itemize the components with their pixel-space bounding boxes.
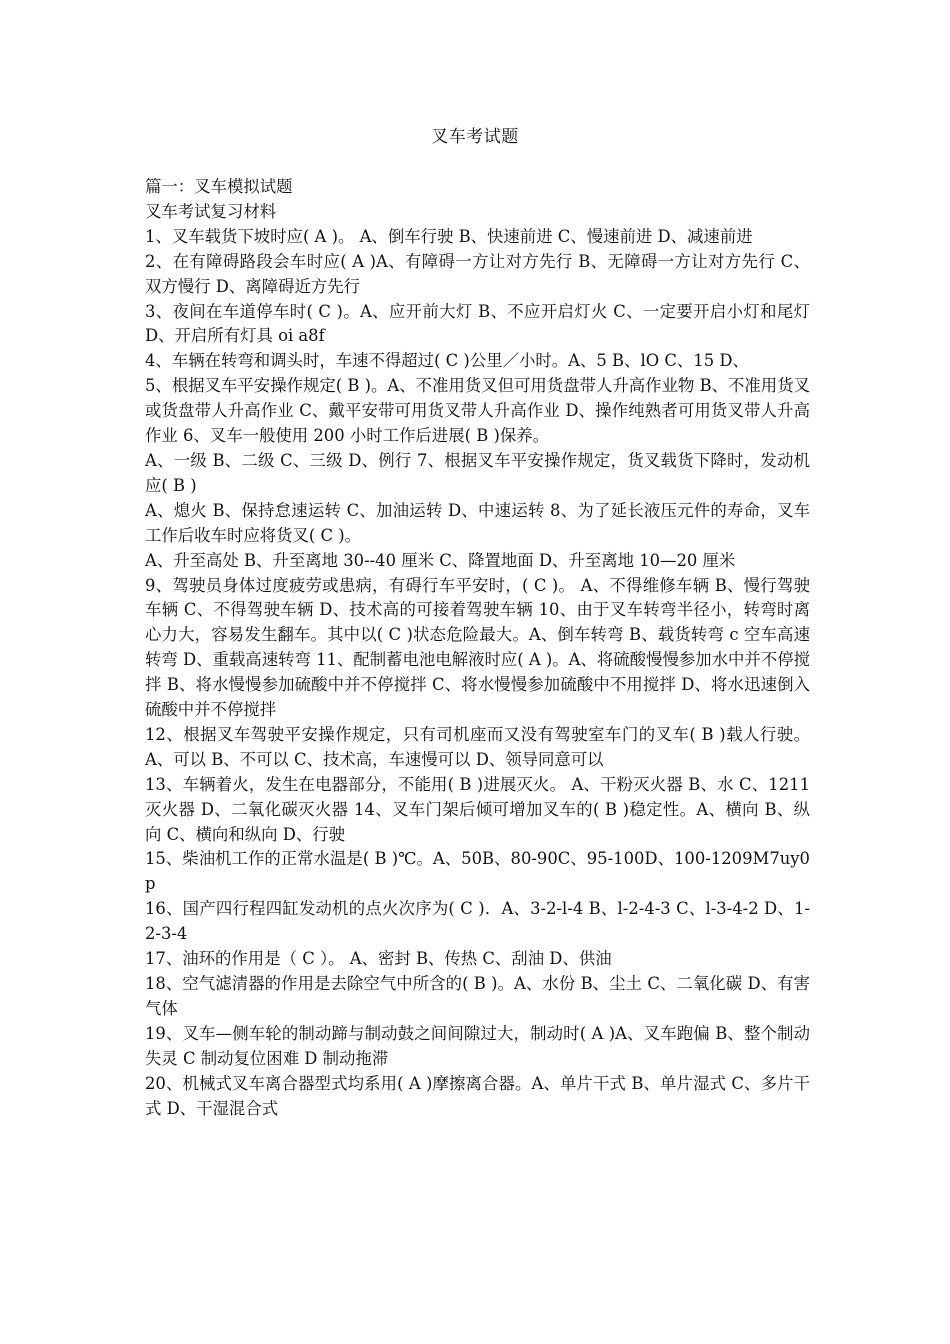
subheading: 叉车考试复习材料 [145,201,277,221]
section-heading: 篇一：叉车模拟试题 [145,177,293,196]
question-paragraph: 15、柴油机工作的正常水温是( B )℃。A、50B、80-90C、95-100D、100-1209M7uy0p [145,849,810,894]
question-paragraph: 1、叉车载货下坡时应( A )。 A、倒车行驶 B、快速前进 C、慢速前进 D、减速前进 [145,226,753,246]
question-paragraph: 19、叉车—侧车轮的制动蹄与制动鼓之间间隙过大，制动时( A )A、叉车跑偏 B、整个制动失灵 C 制动复位困难 D 制动拖滞 [145,1023,810,1068]
question-paragraph: 20、机械式叉车离合器型式均系用( A )摩擦离合器。A、单片干式 B、单片湿式 C、多片干式 D、干湿混合式 [145,1073,810,1118]
question-paragraph: A、升至高处 B、升至离地 30--40 厘米 C、降置地面 D、升至离地 10—20 厘米 [145,550,736,570]
document-title: 叉车考试题 [431,127,519,147]
question-paragraph: 2、在有障碍路段会车时应( A )A、有障碍一方让对方先行 B、无障碍一方让对方先行 C、双方慢行 D、离障碍近方先行 [145,251,810,296]
document-body [145,175,810,1121]
question-paragraph: 5、根据叉车平安操作规定( B )。A、不准用货叉但可用货盘带人升高作业物 B、不准用货叉或货盘带人升高作业 C、戴平安带可用货叉带人升高作业 D、操作纯熟者可用货叉带人升高作业 6、叉车一般使用 200 小时工作后进展( B )保养。 [145,376,810,446]
question-paragraph: 9、驾驶员身体过度疲劳或患病，有碍行车平安时，( C )。 A、不得维修车辆 B、慢行驾驶车辆 C、不得驾驶车辆 D、技术高的可接着驾驶车辆 10、由于叉车转弯半径小，转弯时离心力大，容易发生翻车。其中以( C )状态危险最大。A、倒车转弯 B、载货转弯 c 空车高速转弯 D、重载高速转弯 11、配制蓄电池电解液时应( A )。A、将硫酸慢慢参加水中并不停搅拌 B、将水慢慢参加硫酸中并不停搅拌 C、将水慢慢参加硫酸中不用搅拌 D、将水迅速倒入硫酸中并不停搅拌 [145,575,810,720]
question-paragraph: 16、国产四行程四缸发动机的点火次序为( C )．A、3-2-l-4 B、l-2-4-3 C、l-3-4-2 D、1-2-3-4 [145,899,810,944]
question-paragraph: A、一级 B、二级 C、三级 D、例行 7、根据叉车平安操作规定，货叉载货下降时，发动机应( B ) [145,450,810,495]
question-paragraph: 17、油环的作用是（ C ）。 A、密封 B、传热 C、刮油 D、供油 [145,949,612,969]
question-paragraph: A、熄火 B、保持怠速运转 C、加油运转 D、中速运转 8、为了延长液压元件的寿命，叉车工作后收车时应将货叉( C )。 [145,500,810,545]
question-paragraph: 12、根据叉车驾驶平安操作规定，只有司机座而又没有驾驶室车门的叉车( B )载人行驶。A、可以 B、不可以 C、技术高，车速慢可以 D、领导同意可以 [145,724,810,769]
question-paragraph: 13、车辆着火，发生在电器部分，不能用( B )进展灭火。 A、干粉灭火器 B、水 C、1211 灭火器 D、二氧化碳灭火器 14、叉车门架后倾可增加叉车的( B )稳定性。A、横向 B、纵向 C、横向和纵向 D、行驶 [145,774,810,844]
question-paragraph: 18、空气滤清器的作用是去除空气中所含的( B )。A、水份 B、尘土 C、二氧化碳 D、有害气体 [145,974,810,1018]
question-paragraph: 3、夜间在车道停车时( C )。A、应开前大灯 B、不应开启灯火 C、一定要开启小灯和尾灯 D、开启所有灯具 oi a8f [145,301,810,346]
question-paragraph: 4、车辆在转弯和调头时，车速不得超过( C )公里／小时。A、5 B、lO C、15 D、 [145,351,749,371]
